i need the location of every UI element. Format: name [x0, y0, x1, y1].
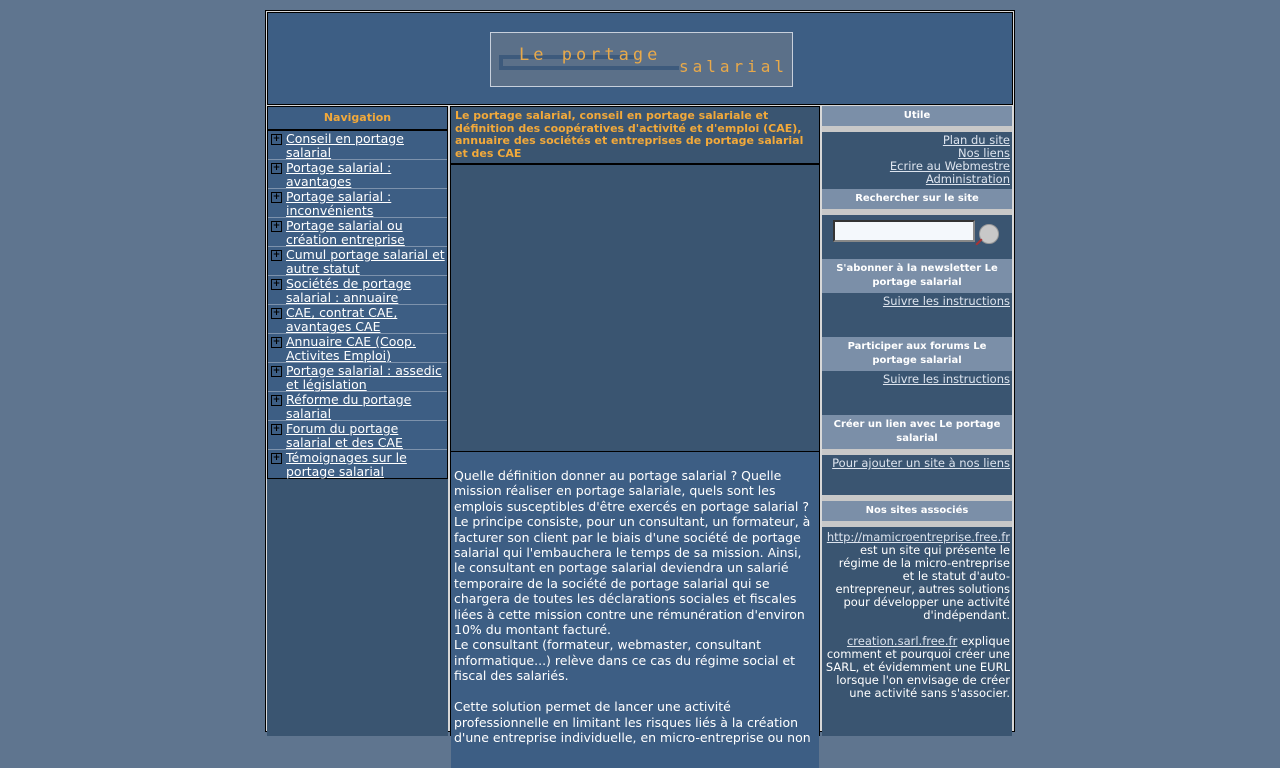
- site-link-mamicroentreprise[interactable]: http://mamicroentreprise.free.fr: [826, 530, 1010, 544]
- paragraph: Le consultant (formateur, webmaster, consultant informatique...) relève dans ce cas du régime social et fiscal des salariés.: [454, 637, 796, 684]
- nav-link[interactable]: Forum du portage salarial et des CAE: [286, 421, 403, 450]
- nav-link[interactable]: Portage salarial : assedic et législation: [286, 363, 442, 392]
- plus-box-icon: +: [272, 163, 281, 173]
- newsletter-link[interactable]: Suivre les instructions: [882, 294, 1010, 308]
- logo-text-line2: salarial: [679, 57, 789, 76]
- navigation-menu: [267, 106, 448, 479]
- plus-box-icon: +: [272, 337, 281, 347]
- plus-box-icon: +: [272, 250, 281, 260]
- plus-box-icon: +: [272, 221, 281, 231]
- site-link-creation-sarl[interactable]: creation.sarl.free.fr: [846, 634, 958, 648]
- logo-text-line1: Le portage: [519, 45, 662, 65]
- nav-link[interactable]: Conseil en portage salarial: [286, 131, 404, 160]
- page-frame: [265, 10, 1015, 745]
- nav-item[interactable]: [268, 420, 447, 449]
- nav-item[interactable]: [268, 391, 447, 420]
- site-description: explique comment et pourquoi créer une SARL, et évidemment une EURL lorsque l'on envisage de créer une activité sans s'associer.: [825, 634, 1010, 700]
- utile-links: [822, 132, 1012, 189]
- plus-box-icon: +: [272, 308, 281, 318]
- link-nos-liens[interactable]: Nos liens: [957, 146, 1010, 160]
- page-title: Le portage salarial, conseil en portage salariale et définition des coopératives d'activité et d'emploi (CAE), annuaire des sociétés et entreprises de portage salarial et des CAE: [451, 107, 819, 165]
- nav-link[interactable]: Témoignages sur le portage salarial: [286, 450, 407, 479]
- sidebar-right: [822, 106, 1012, 736]
- search-icon[interactable]: [979, 224, 999, 244]
- plus-box-icon: +: [272, 453, 281, 463]
- search-header: Rechercher sur le site: [822, 189, 1012, 209]
- nav-item[interactable]: [268, 275, 447, 304]
- empty-banner-area: [451, 165, 819, 452]
- nav-link[interactable]: Portage salarial : inconvénients: [286, 189, 392, 218]
- nav-link[interactable]: Annuaire CAE (Coop. Activites Emploi): [286, 334, 416, 363]
- nav-link[interactable]: Réforme du portage salarial: [286, 392, 412, 421]
- nav-item[interactable]: [268, 217, 447, 246]
- search-form: [822, 215, 1012, 259]
- utile-header: Utile: [822, 106, 1012, 126]
- newsletter-header: S'abonner à la newsletter Le portage salarial: [822, 259, 1012, 293]
- article-body: [451, 452, 819, 768]
- create-link-header: Créer un lien avec Le portage salarial: [822, 415, 1012, 449]
- main-content: [450, 106, 820, 745]
- site-header: [267, 12, 1013, 105]
- nav-item[interactable]: [268, 159, 447, 188]
- nav-item[interactable]: [268, 246, 447, 275]
- forum-link[interactable]: Suivre les instructions: [882, 372, 1010, 386]
- nav-link[interactable]: Sociétés de portage salarial : annuaire: [286, 276, 412, 305]
- nav-item[interactable]: [268, 304, 447, 333]
- link-administration[interactable]: Administration: [925, 172, 1010, 186]
- site-logo[interactable]: [490, 32, 793, 87]
- plus-box-icon: +: [272, 366, 281, 376]
- nav-item[interactable]: [268, 362, 447, 391]
- associated-sites: [822, 527, 1012, 702]
- nav-link[interactable]: CAE, contrat CAE, avantages CAE: [286, 305, 398, 334]
- nav-item[interactable]: [268, 333, 447, 362]
- plus-box-icon: +: [272, 134, 281, 144]
- site-description: est un site qui présente le régime de la micro-entreprise et le statut d'auto-entrepreneur, autres solutions pour développer une activité d'indépendant.: [835, 543, 1010, 622]
- plus-box-icon: +: [272, 395, 281, 405]
- plus-box-icon: +: [272, 424, 281, 434]
- forum-header: Participer aux forums Le portage salarial: [822, 337, 1012, 371]
- nav-item[interactable]: [268, 188, 447, 217]
- navigation-title: Navigation: [268, 107, 447, 131]
- nav-item[interactable]: [268, 131, 447, 159]
- link-plan-du-site[interactable]: Plan du site: [942, 133, 1010, 147]
- plus-box-icon: +: [272, 192, 281, 202]
- nav-link[interactable]: Portage salarial : avantages: [286, 160, 392, 189]
- paragraph: Quelle définition donner au portage salarial ? Quelle mission réaliser en portage salariale, quels sont les emplois susceptibles d'être exercés en portage salarial ? Le principe consiste, pour un consultant, un formateur, à facturer son client par le biais d'une société de portage salarial qui l'embauchera le temps de sa mission. Ainsi, le consultant en portage salarial deviendra un salarié temporaire de la société de portage salarial qui se chargera de toutes les déclarations sociales et fiscales liées à cette mission contre une rémunération d'environ 10% du montant facturé.: [454, 468, 811, 638]
- navigation-column: [267, 106, 448, 736]
- search-input[interactable]: [833, 220, 975, 242]
- nav-item[interactable]: [268, 449, 447, 478]
- nav-link[interactable]: Cumul portage salarial et autre statut: [286, 247, 445, 276]
- associated-sites-header: Nos sites associés: [822, 501, 1012, 521]
- link-ecrire-webmestre[interactable]: Ecrire au Webmestre: [889, 159, 1010, 173]
- paragraph: Cette solution permet de lancer une activité professionnelle en limitant les risques liés à la création d'une entreprise individuelle, en micro-entreprise ou non: [454, 699, 811, 745]
- plus-box-icon: +: [272, 279, 281, 289]
- add-site-link[interactable]: Pour ajouter un site à nos liens: [832, 456, 1010, 470]
- nav-link[interactable]: Portage salarial ou création entreprise: [286, 218, 405, 247]
